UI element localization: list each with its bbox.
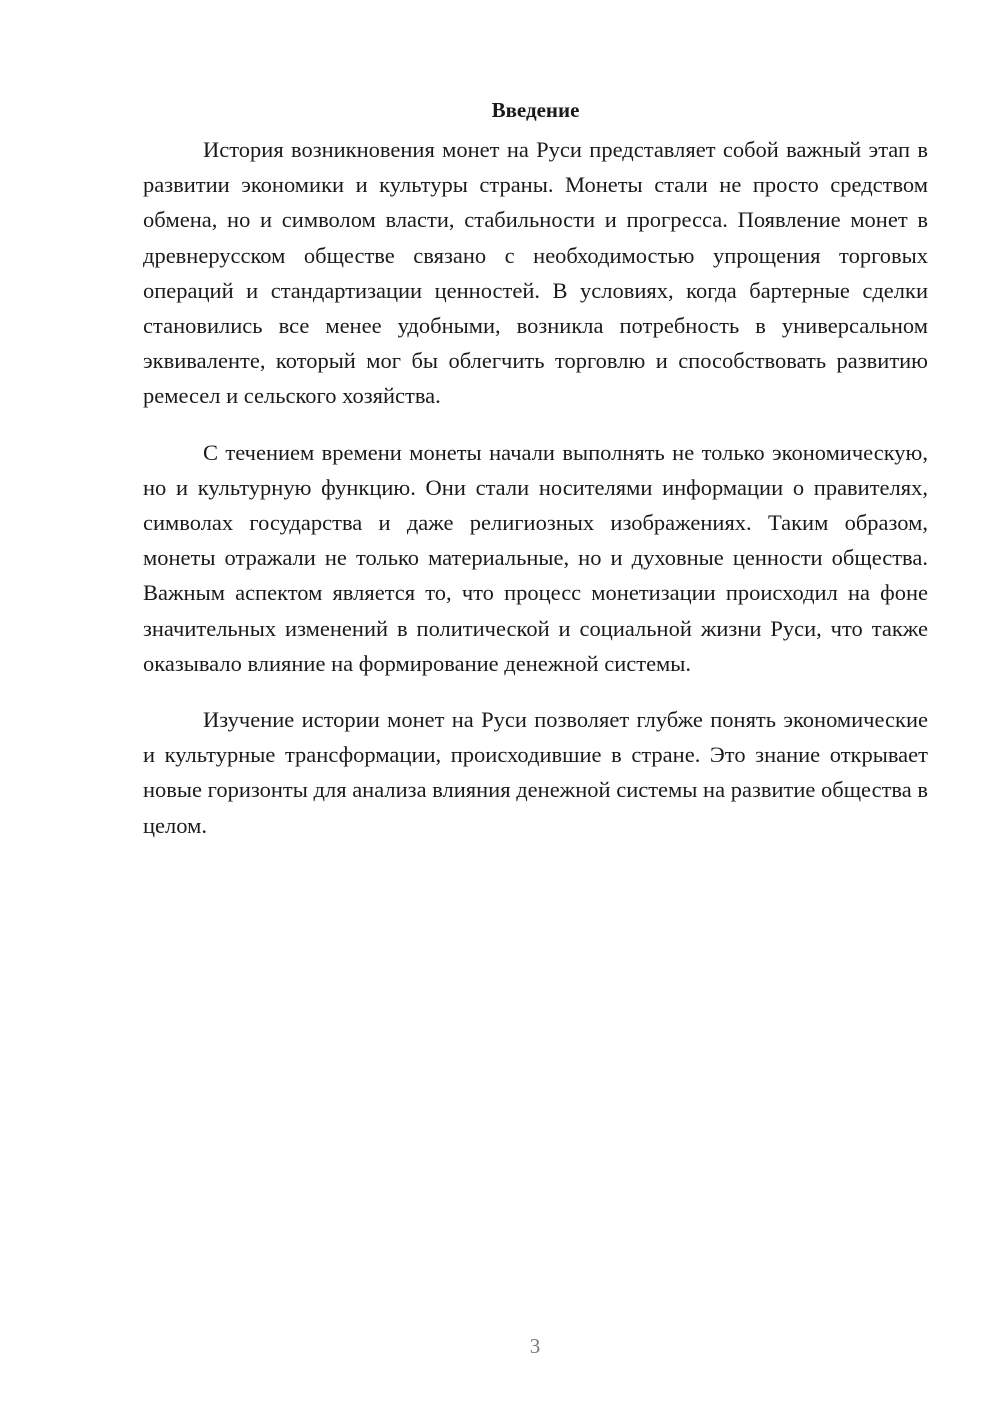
paragraph-3: Изучение истории монет на Руси позволяет глубже понять экономические и культурные трансформации, происходившие в стране. Это знание открывает новые горизонты для анализа влияния денежной системы на развитие общества в целом. [143,707,928,838]
section-heading: Введение [491,98,580,122]
paragraph-2: С течением времени монеты начали выполнять не только экономическую, но и культурную функцию. Они стали носителями информации о правителях, символах государства и даже религиозных изображениях. Таким образом, монеты отражали не только материальные, но и духовные ценности общества. Важным аспектом является то, что процесс монетизации происходил на фоне значительных изменений в политической и социальной жизни Руси, что также оказывало влияние на формирование денежной системы. [143,439,928,676]
document-body [143,96,928,864]
page-number: 3 [529,1334,541,1358]
paragraph-1: История возникновения монет на Руси представляет собой важный этап в развитии экономики и культуры страны. Монеты стали не просто средством обмена, но и символом власти, стабильности и прогресса. Появление монет в древнерусском обществе связано с необходимостью упрощения торговых операций и стандартизации ценностей. В условиях, когда бартерные сделки становились все менее удобными, возникла потребность в универсальном эквиваленте, который мог бы облегчить торговлю и способствовать развитию ремесел и сельского хозяйства. [143,137,928,409]
